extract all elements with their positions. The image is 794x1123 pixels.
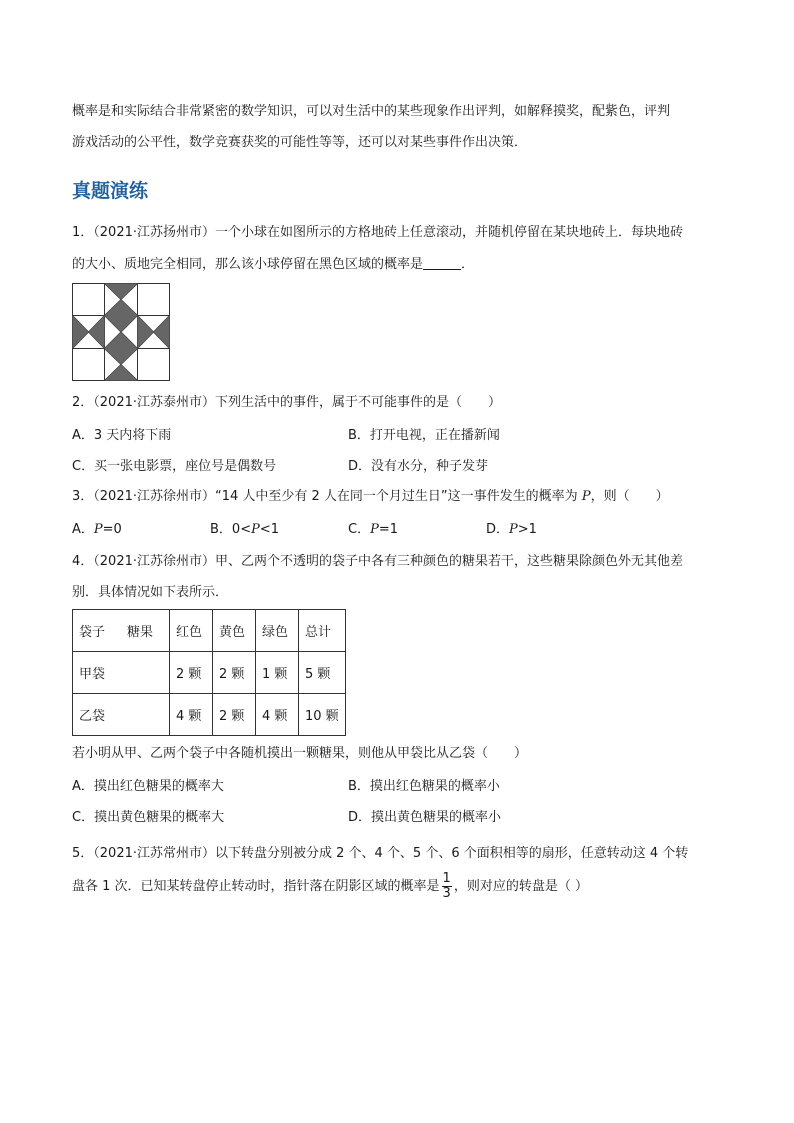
q3-option-d-var: P [509,522,518,537]
q5-line-2 [72,872,732,901]
q2-option-c[interactable]: C．买一张电影票，座位号是偶数号 [72,459,277,474]
table-row [73,652,346,694]
q3-option-c-var: P [370,522,379,537]
q3-option-a-value: =0 [102,522,122,537]
table-cell: 2 颗 [213,694,256,736]
q3-option-d-value: >1 [517,522,537,537]
q3-option-b[interactable] [210,520,279,540]
q4-candy-table [72,609,346,736]
q4-option-b[interactable]: B．摸出红色糖果的概率小 [348,779,500,794]
section-title: 真题演练 [72,180,149,202]
table-cell: 1 颗 [256,652,299,694]
corner-candy-label: 糖果 [127,625,154,640]
table-cell: 5 颗 [299,652,346,694]
q1-tile-grid-figure [72,283,170,381]
q2-stem: 2．（2021·江苏泰州市）下列生活中的事件，属于不可能事件的是（ ） [72,395,501,410]
table-cell: 2 颗 [170,652,213,694]
q2-option-d[interactable]: D．没有水分，种子发芽 [348,459,489,474]
q3-stem-end: ，则（ ） [590,489,669,504]
row-bag-yi: 乙袋 [73,694,170,736]
q3-option-a-var: P [93,522,103,537]
q3-stem [72,483,732,511]
q4-option-d[interactable]: D．摸出黄色糖果的概率小 [348,810,502,825]
q4-option-c[interactable]: C．摸出黄色糖果的概率大 [72,810,225,825]
q3-option-c[interactable] [348,520,398,540]
q5-line-2-end: ，则对应的转盘是（ ） [453,879,588,894]
q3-stem-var: P [581,489,591,504]
table-cell: 10 颗 [299,694,346,736]
table-cell: 2 颗 [213,652,256,694]
q2-option-a[interactable]: A．3 天内将下雨 [72,428,172,443]
q1-line-2-end: ． [461,257,475,272]
q3-option-d[interactable] [486,520,537,540]
q1-line-2 [72,251,732,279]
intro-line-2: 游戏活动的公平性，数学竞赛获奖的可能性等等，还可以对某些事件作出决策． [72,135,528,150]
q3-option-b-value: <1 [259,522,280,537]
q1-line-2-text: 的大小、质地完全相同，那么该小球停留在黑色区域的概率是 [72,257,424,272]
table-cell: 4 颗 [170,694,213,736]
q1-line-1: 1．（2021·江苏扬州市）一个小球在如图所示的方格地砖上任意滚动，并随机停留在某块地砖上．每块地砖 [72,225,683,240]
header-red: 红色 [170,610,213,652]
corner-bag-label: 袋子 [79,625,106,640]
q1-answer-blank[interactable] [423,255,461,270]
table-header-row [73,610,346,652]
q4-option-a[interactable]: A．摸出红色糖果的概率大 [72,779,224,794]
table-row [73,694,346,736]
q3-option-b-label: B．0< [210,522,252,537]
q3-option-c-label: C． [348,522,371,537]
row-bag-jia: 甲袋 [73,652,170,694]
fraction-denominator: 3 [442,886,451,901]
table-cell: 4 颗 [256,694,299,736]
q2-option-b[interactable]: B．打开电视，正在播新闻 [348,428,500,443]
table-corner-cell [73,610,170,652]
q3-stem-text: 3．（2021·江苏徐州市）“14 人中至少有 2 人在同一个月过生日”这一事件发生的概率为 [72,489,582,504]
q3-option-a[interactable] [72,520,122,540]
q4-line-2: 别．具体情况如下表所示． [72,585,229,600]
q4-line-1: 4．（2021·江苏徐州市）甲、乙两个不透明的袋子中各有三种颜色的糖果若干，这些糖果除颜色外无其他差 [72,554,683,569]
intro-line-1: 概率是和实际结合非常紧密的数学知识，可以对生活中的某些现象作出评判，如解释摸奖，配紫色，评判 [72,104,671,119]
q5-fraction [442,872,452,901]
q3-option-c-value: =1 [378,522,398,537]
fraction-numerator: 1 [442,871,451,886]
q5-line-2-text: 盘各 1 次．已知某转盘停止转动时，指针落在阴影区域的概率是 [72,879,440,894]
header-yellow: 黄色 [213,610,256,652]
q3-option-b-var: P [251,522,260,537]
q3-option-a-label: A． [72,522,94,537]
q5-line-1: 5．（2021·江苏常州市）以下转盘分别被分成 2 个、4 个、5 个、6 个面积相等的扇形，任意转动这 4 个转 [72,846,689,861]
q4-question: 若小明从甲、乙两个袋子中各随机摸出一颗糖果，则他从甲袋比从乙袋（ ） [72,746,528,761]
header-total: 总计 [299,610,346,652]
header-green: 绿色 [256,610,299,652]
q3-option-d-label: D． [486,522,510,537]
